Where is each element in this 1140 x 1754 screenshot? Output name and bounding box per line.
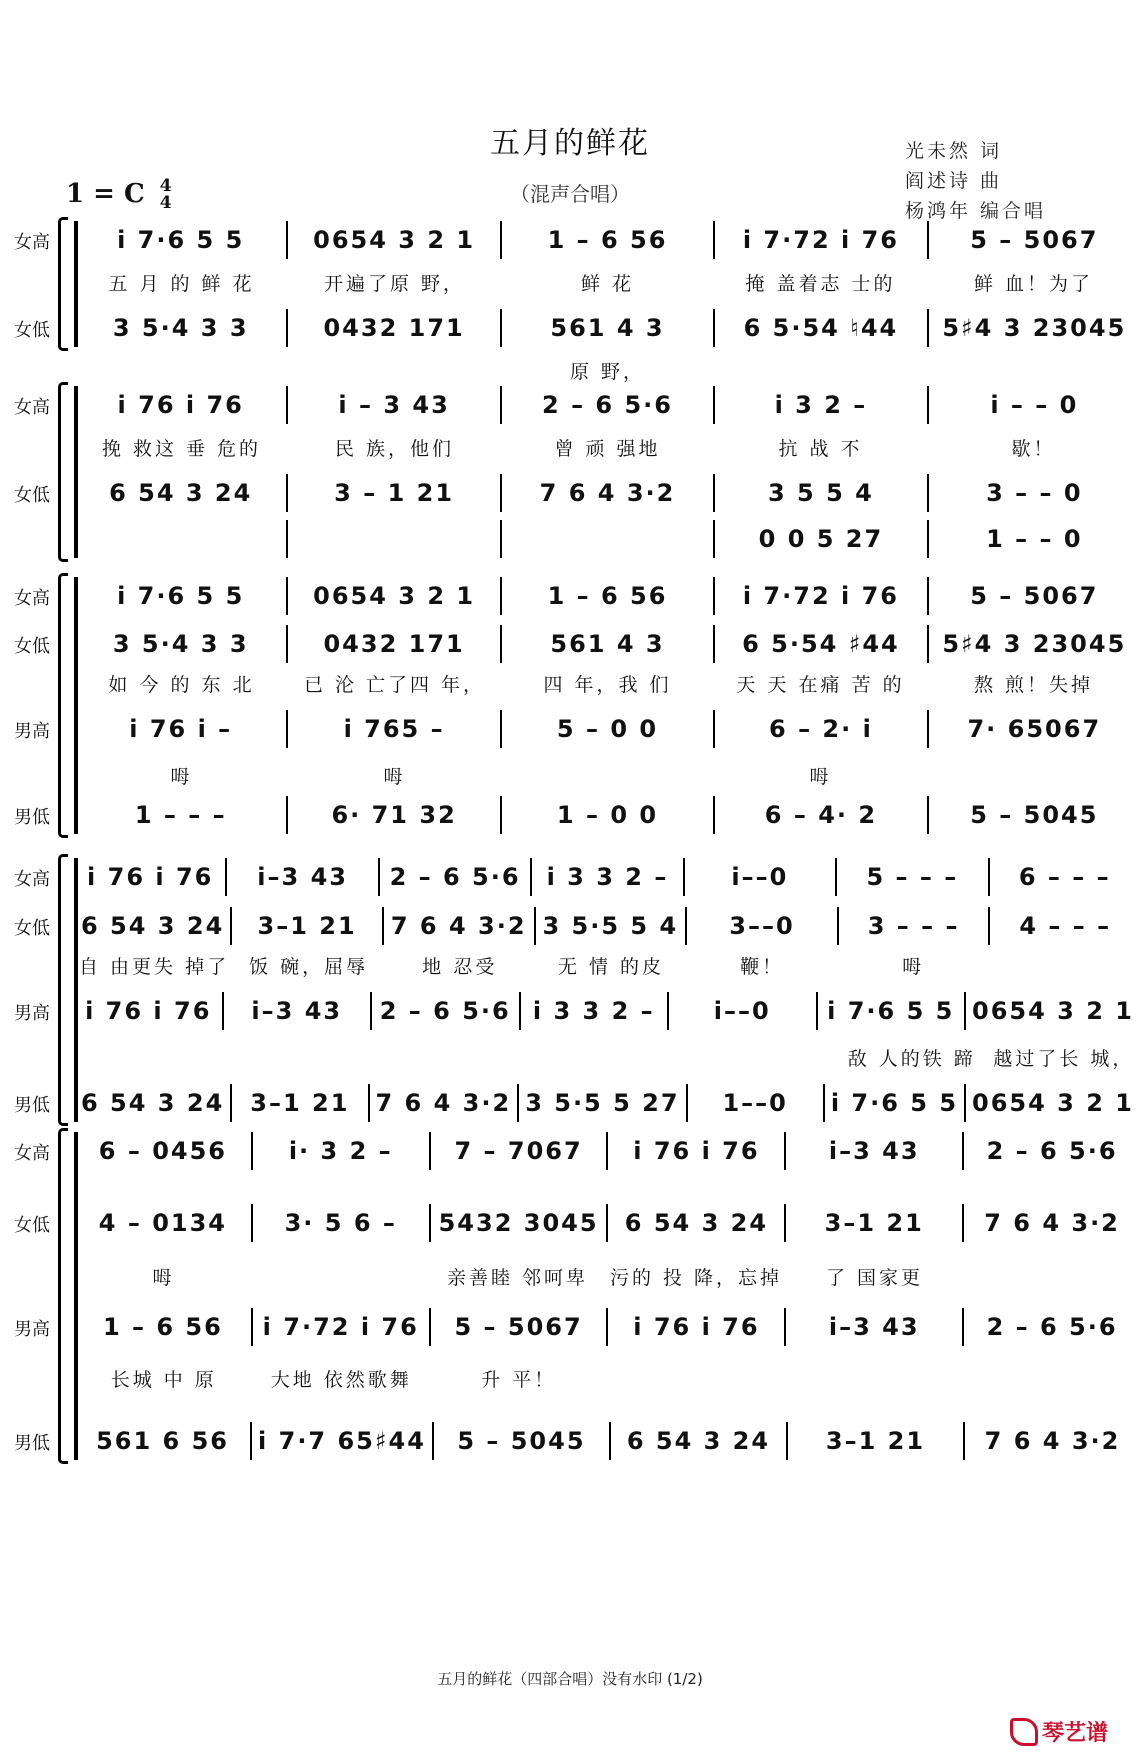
measure: 4 – – – xyxy=(1019,912,1112,940)
time-bottom: 4 xyxy=(159,193,172,213)
staff-row xyxy=(75,710,1140,748)
measure: i 3 3 2 – xyxy=(532,858,684,896)
lyric-text: 自 由更失 掉了 xyxy=(79,956,230,978)
measure: 5♯4 3 23045 xyxy=(942,314,1127,342)
measure: i 7·72 i 76 xyxy=(715,221,928,259)
measure: i 7·6 5 5 xyxy=(825,1084,966,1122)
credit-composer: 阎述诗 曲 xyxy=(905,170,1003,192)
credit-arranger: 杨鸿年 编合唱 xyxy=(905,200,1047,222)
measure: 3 5·4 3 3 xyxy=(75,309,288,347)
measure: 5 – 5045 xyxy=(434,1422,611,1460)
lyrics-row xyxy=(75,762,1140,789)
measure: 3 5·4 3 3 xyxy=(75,625,288,663)
measure: 6 – 4· 2 xyxy=(715,796,928,834)
lyric-text: 掩 盖着志 士的 xyxy=(745,273,896,295)
staff-row xyxy=(75,858,1140,896)
staff-row xyxy=(75,1132,1140,1170)
staff-row xyxy=(75,221,1140,259)
measure: i 3 3 2 – xyxy=(521,992,670,1030)
lyric-text: 原 野， xyxy=(569,361,646,383)
measure: 3 5·5 5 27 xyxy=(519,1084,687,1122)
measure: i 76 i 76 xyxy=(75,992,224,1030)
voice-label: 女高 xyxy=(14,232,50,253)
lyrics-row xyxy=(75,269,1140,296)
voice-label: 女高 xyxy=(14,397,50,418)
measure: 5432 3045 xyxy=(431,1204,609,1242)
lyric-text: 如 今 的 东 北 xyxy=(108,674,255,696)
lyric-text xyxy=(379,1044,531,1071)
lyric-text: 呣 xyxy=(902,956,925,978)
measure: 4 – 0134 xyxy=(75,1204,253,1242)
measure: 0432 171 xyxy=(288,309,501,347)
measure: 3––0 xyxy=(687,907,839,945)
measure: 1––0 xyxy=(688,1084,825,1122)
system-start-bar xyxy=(74,1132,78,1460)
lyrics-row xyxy=(75,1263,1140,1290)
logo-icon xyxy=(1010,1718,1038,1746)
lyrics-row xyxy=(75,357,1140,384)
lyrics-row xyxy=(75,952,1140,979)
measure: 3 5·5 5 4 xyxy=(536,907,688,945)
measure: 7 – 7067 xyxy=(431,1132,609,1170)
voice-label: 女低 xyxy=(14,320,50,341)
system-start-bar xyxy=(74,386,78,558)
measure: i – 3 43 xyxy=(288,386,501,424)
measure: i 76 i 76 xyxy=(608,1308,786,1346)
lyric-text xyxy=(227,1044,379,1071)
measure: 561 4 3 xyxy=(502,625,715,663)
lyric-text xyxy=(288,357,501,384)
lyric-text: 鞭！ xyxy=(740,956,785,978)
staff-row xyxy=(75,1204,1140,1242)
measure: i 7·6 5 5 xyxy=(818,992,967,1030)
measure: 7 6 4 3·2 xyxy=(384,907,536,945)
lyric-text: 开遍了原 野， xyxy=(323,273,466,295)
staff-row xyxy=(75,1422,1140,1460)
lyrics-row xyxy=(75,1044,1140,1071)
measure: 1 – – – xyxy=(75,796,288,834)
measure: i 7·6 5 5 xyxy=(75,221,288,259)
voice-label: 男低 xyxy=(14,1095,50,1116)
lyric-text xyxy=(963,1263,1140,1290)
lyric-text: 了 国家更 xyxy=(826,1267,924,1289)
measure: 5 – – – xyxy=(837,858,989,896)
measure: 6 – – – xyxy=(1018,863,1111,891)
lyric-text: 呣 xyxy=(170,766,193,788)
lyric-text xyxy=(608,1365,786,1392)
staff-row xyxy=(75,796,1140,834)
lyric-text: 越过了长 城， xyxy=(993,1048,1135,1070)
lyric-text: 呣 xyxy=(383,766,406,788)
lyric-text: 无 情 的皮 xyxy=(557,956,665,978)
lyric-text: 天 天 在痛 苦 的 xyxy=(736,674,905,696)
system-start-bar xyxy=(74,577,78,834)
measure: i – – 0 xyxy=(990,391,1079,419)
measure: 3 5 5 4 xyxy=(715,474,928,512)
lyric-text: 挽 救这 垂 危的 xyxy=(101,438,262,460)
measure: 3 – – – xyxy=(839,907,991,945)
lyric-text xyxy=(75,357,288,384)
lyric-text xyxy=(989,952,1140,979)
logo-text: 琴艺谱 xyxy=(1042,1721,1109,1746)
lyric-text: 亲善睦 邻呵卑 xyxy=(446,1267,588,1289)
lyric-text: 呣 xyxy=(152,1267,175,1289)
staff-row xyxy=(75,520,1140,558)
measure: 561 4 3 xyxy=(502,309,715,347)
measure: 7 6 4 3·2 xyxy=(984,1427,1121,1455)
voice-label: 男高 xyxy=(14,1319,50,1340)
measure: i–3 43 xyxy=(786,1308,964,1346)
lyric-text: 抗 战 不 xyxy=(778,438,863,460)
measure xyxy=(502,520,715,558)
voice-label: 男高 xyxy=(14,721,50,742)
system-bracket xyxy=(58,854,68,1126)
lyric-text: 已 沦 亡了四 年， xyxy=(303,674,486,696)
measure: 6 – 0456 xyxy=(75,1132,253,1170)
lyrics-row xyxy=(75,1365,1140,1392)
measure: 2 – 6 5·6 xyxy=(372,992,521,1030)
voice-label: 女高 xyxy=(14,1143,50,1164)
lyric-text xyxy=(75,1044,227,1071)
measure: 6 54 3 24 xyxy=(75,907,232,945)
staff-row xyxy=(75,992,1140,1030)
lyric-text xyxy=(684,1044,836,1071)
staff-row xyxy=(75,907,1140,945)
measure: i––0 xyxy=(669,992,818,1030)
measure: 0654 3 2 1 xyxy=(288,577,501,615)
measure: 6 54 3 24 xyxy=(611,1422,788,1460)
measure xyxy=(288,520,501,558)
system-bracket xyxy=(58,1128,68,1464)
measure: i 3 2 – xyxy=(715,386,928,424)
measure xyxy=(75,520,288,558)
measure: 2 – 6 5·6 xyxy=(986,1137,1118,1165)
measure: 1 – 0 0 xyxy=(502,796,715,834)
lyric-text: 污的 投 降，忘掉 xyxy=(609,1267,783,1289)
measure: 0654 3 2 1 xyxy=(288,221,501,259)
measure: 2 – 6 5·6 xyxy=(502,386,715,424)
staff-row xyxy=(75,474,1140,512)
lyric-text xyxy=(501,762,714,789)
page-title: 五月的鲜花 xyxy=(490,126,650,161)
measure: 2 – 6 5·6 xyxy=(986,1313,1118,1341)
lyric-text: 歇！ xyxy=(1011,438,1056,460)
brand-logo xyxy=(1010,1716,1108,1747)
staff-row xyxy=(75,625,1140,663)
lyric-text xyxy=(963,1365,1140,1392)
measure: i 76 i 76 xyxy=(75,386,288,424)
measure: i––0 xyxy=(685,858,837,896)
lyric-text: 升 平！ xyxy=(481,1369,557,1391)
measure: 7 6 4 3·2 xyxy=(984,1209,1120,1237)
lyric-text xyxy=(252,1263,429,1290)
measure: 0432 171 xyxy=(288,625,501,663)
lyric-text xyxy=(927,357,1140,384)
measure: i 7·72 i 76 xyxy=(253,1308,431,1346)
lyric-text: 呣 xyxy=(809,766,832,788)
measure: i 7·7 65♯44 xyxy=(252,1422,434,1460)
voice-label: 男低 xyxy=(14,1433,50,1454)
lyric-text: 敌 人的铁 蹄 xyxy=(847,1048,976,1070)
measure: i 76 i – xyxy=(75,710,288,748)
measure: i–3 43 xyxy=(224,992,373,1030)
lyric-text xyxy=(531,1044,683,1071)
measure: 3· 5 6 – xyxy=(253,1204,431,1242)
lyrics-row xyxy=(75,670,1140,697)
system-bracket xyxy=(58,573,68,838)
measure: 7· 65067 xyxy=(967,715,1102,743)
lyric-text: 鲜 血！为了 xyxy=(973,273,1094,295)
measure: 6 54 3 24 xyxy=(75,1084,232,1122)
measure: i–3 43 xyxy=(227,858,379,896)
lyric-text: 长城 中 原 xyxy=(110,1369,217,1391)
measure: i 7·6 5 5 xyxy=(75,577,288,615)
lyric-text: 熬 煎！失掉 xyxy=(973,674,1094,696)
lyric-text: 大地 依然歌舞 xyxy=(270,1369,412,1391)
measure: 1 – – 0 xyxy=(986,525,1083,553)
voice-label: 女低 xyxy=(14,636,50,657)
measure: 3 – 1 21 xyxy=(288,474,501,512)
staff-row xyxy=(75,386,1140,424)
system-start-bar xyxy=(74,221,78,347)
measure: 7 6 4 3·2 xyxy=(370,1084,520,1122)
measure: i–3 43 xyxy=(786,1132,964,1170)
measure: 5 – 5045 xyxy=(970,801,1099,829)
lyrics-row xyxy=(75,434,1140,461)
measure: 7 6 4 3·2 xyxy=(502,474,715,512)
measure: 0654 3 2 1 xyxy=(972,997,1134,1025)
system-bracket xyxy=(58,217,68,351)
time-top: 4 xyxy=(159,176,172,196)
key-text: 1 = C xyxy=(66,179,145,209)
measure: 561 6 56 xyxy=(75,1422,252,1460)
lyric-text: 饭 碗，屈辱 xyxy=(249,956,369,978)
measure: 5♯4 3 23045 xyxy=(942,630,1127,658)
lyric-text: 民 族，他们 xyxy=(334,438,455,460)
measure: i 7·72 i 76 xyxy=(715,577,928,615)
credit-lyricist: 光未然 词 xyxy=(905,140,1003,162)
credits xyxy=(905,136,1046,226)
lyric-text: 四 年，我 们 xyxy=(543,674,672,696)
measure: 6 5·54 ♮44 xyxy=(715,309,928,347)
lyric-text xyxy=(785,1365,963,1392)
voice-label: 女低 xyxy=(14,918,50,939)
staff-row xyxy=(75,1308,1140,1346)
measure: i 76 i 76 xyxy=(608,1132,786,1170)
measure: i· 3 2 – xyxy=(253,1132,431,1170)
measure: 3 – – 0 xyxy=(986,479,1083,507)
measure: 6 54 3 24 xyxy=(608,1204,786,1242)
measure: 2 – 6 5·6 xyxy=(380,858,532,896)
staff-row xyxy=(75,309,1140,347)
system-bracket xyxy=(58,382,68,562)
measure: i 765 – xyxy=(288,710,501,748)
system-start-bar xyxy=(74,858,78,1122)
voice-label: 女低 xyxy=(14,485,50,506)
lyric-text xyxy=(927,762,1140,789)
measure: 3–1 21 xyxy=(788,1422,965,1460)
voice-label: 女高 xyxy=(14,869,50,890)
measure: 6· 71 32 xyxy=(288,796,501,834)
subtitle: （混声合唱） xyxy=(510,182,630,206)
measure: 6 54 3 24 xyxy=(75,474,288,512)
lyric-text: 五 月 的 鲜 花 xyxy=(108,273,255,295)
measure: 0 0 5 27 xyxy=(715,520,928,558)
measure: 3–1 21 xyxy=(232,907,384,945)
lyric-text: 地 忍受 xyxy=(422,956,498,978)
lyric-text: 曾 顽 强地 xyxy=(554,438,661,460)
measure: 1 – 6 56 xyxy=(75,1308,253,1346)
staff-row xyxy=(75,1084,1140,1122)
measure: 5 – 5067 xyxy=(970,582,1099,610)
measure: 6 – 2· i xyxy=(715,710,928,748)
voice-label: 男高 xyxy=(14,1003,50,1024)
measure: 3–1 21 xyxy=(786,1204,964,1242)
measure: 5 – 5067 xyxy=(970,226,1099,254)
voice-label: 女低 xyxy=(14,1215,50,1236)
measure: i 76 i 76 xyxy=(75,858,227,896)
measure: 1 – 6 56 xyxy=(502,221,715,259)
measure: 1 – 6 56 xyxy=(502,577,715,615)
footer-caption: 五月的鲜花（四部合唱）没有水印 (1/2) xyxy=(437,1670,703,1688)
voice-label: 男低 xyxy=(14,807,50,828)
staff-row xyxy=(75,577,1140,615)
measure: 5 – 5067 xyxy=(431,1308,609,1346)
lyric-text xyxy=(714,357,927,384)
measure: 0654 3 2 1 xyxy=(972,1089,1134,1117)
measure: 5 – 0 0 xyxy=(502,710,715,748)
voice-label: 女高 xyxy=(14,588,50,609)
measure: 3–1 21 xyxy=(232,1084,369,1122)
measure: 6 5·54 ♯44 xyxy=(715,625,928,663)
lyric-text: 鲜 花 xyxy=(580,273,635,295)
